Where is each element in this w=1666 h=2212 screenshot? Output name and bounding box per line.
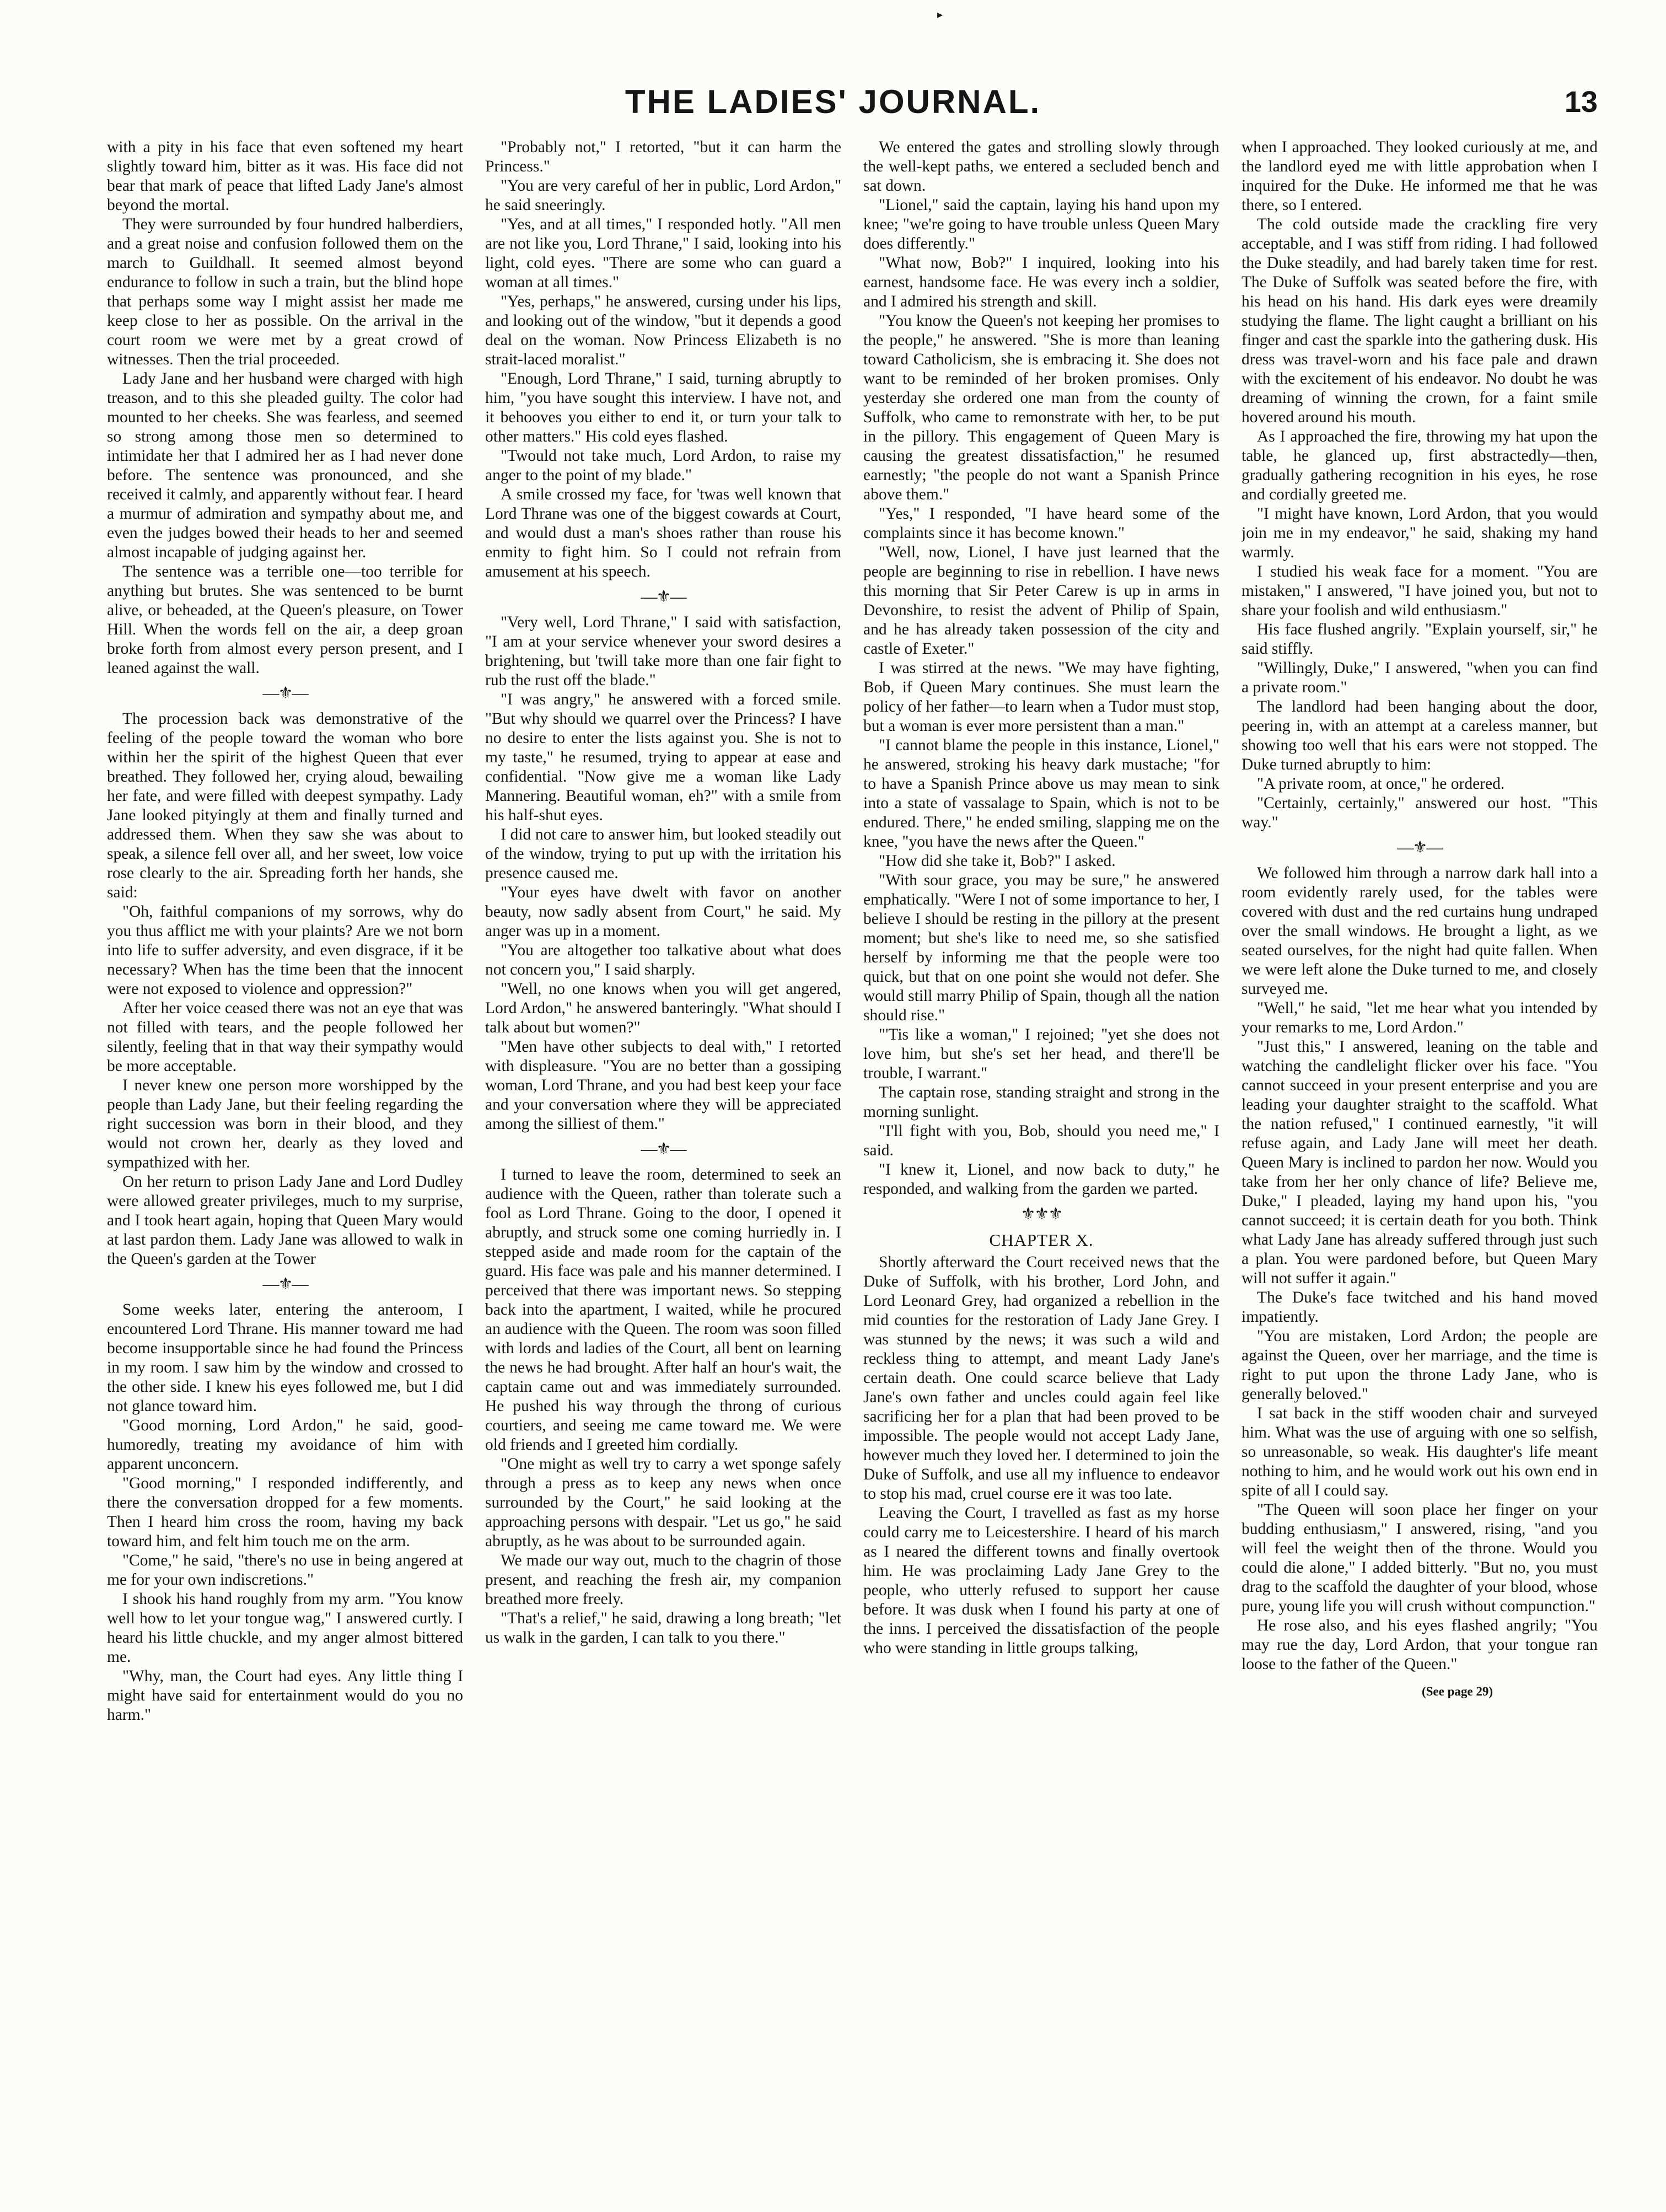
paragraph: "Oh, faithful companions of my sorrows, why do you thus afflict me with your plaints? Are we not born into life to suffer adversity, and even disgrace, if it be necessary? When has the time been that the innocent were not exposed to violence and oppression?" — [107, 903, 463, 998]
section-ornament: —⚜— — [262, 684, 308, 702]
continued-note: (See page 29) — [1421, 1684, 1493, 1698]
paragraph: "Enough, Lord Thrane," I said, turning abruptly to him, "you have sought this interview. I have not, and it behooves you either to end it, or turn your talk to other matters." His cold eyes flashed. — [485, 370, 841, 445]
paragraph: "Good morning," I responded indifferently, and there the conversation dropped for a few moments. Then I heard him cross the room, having my back toward him, and felt him touch me on the arm. — [107, 1474, 463, 1550]
paragraph: "Why, man, the Court had eyes. Any little thing I might have said for entertainment would do you no harm." — [107, 1667, 463, 1724]
paragraph: We followed him through a narrow dark hall into a room evidently rarely used, for the tables were covered with dust and the red curtains hung undraped over the small windows. He brought a light, as we seated ourselves, for the night had quite fallen. When we were left alone the Duke turned to me, and closely surveyed me. — [1242, 864, 1598, 998]
paragraph: I sat back in the stiff wooden chair and surveyed him. What was the use of arguing with one so selfish, so unreasonable, so weak. His daughter's life meant nothing to him, and he would work out his own end in spite of all I could say. — [1242, 1404, 1598, 1499]
paragraph: After her voice ceased there was not an eye that was not filled with tears, and the people followed her silently, feeling that in that way their sympathy would be more acceptable. — [107, 999, 463, 1075]
paragraph: "One might as well try to carry a wet sponge safely through a press as to keep any news when once surrounded by the Court," he said looking at the approaching persons with despair. "Let us go," he said abruptly, as he was about to be surrounded again. — [485, 1455, 841, 1550]
paragraph: "Just this," I answered, leaning on the table and watching the candlelight flicker over his face. "You cannot succeed in your present enterprise and you are leading your daughter straight to the scaffold. What the nation refused," I continued earnestly, "it will refuse again, and Lady Jane will meet her death. Queen Mary is inclined to pardon her now. Would you take from her her only chance of life? Believe me, Duke," I pleaded, laying my hand upon his, "you cannot succeed; it is certain death for you both. Think what Lady Jane has already suffered through just such a plan. You were pardoned before, but Queen Mary will not suffer it again." — [1242, 1038, 1598, 1287]
journal-title: THE LADIES' JOURNAL. — [625, 83, 1041, 120]
text-column-4 — [1242, 138, 1598, 2188]
paragraph: I was stirred at the news. "We may have fighting, Bob, if Queen Mary continues. She must learn the policy of her father—to learn when a Tudor must stop, but a woman is ever more persistent than a man." — [863, 659, 1219, 735]
paragraph: The captain rose, standing straight and strong in the morning sunlight. — [863, 1084, 1219, 1121]
paragraph: "Probably not," I retorted, "but it can harm the Princess." — [485, 138, 841, 175]
paragraph: The landlord had been hanging about the door, peering in, with an attempt at a careless manner, but showing too well that his ears were not stopped. The Duke turned abruptly to him: — [1242, 698, 1598, 773]
paragraph: "You are altogether too talkative about what does not concern you," I said sharply. — [485, 941, 841, 978]
paragraph: I studied his weak face for a moment. "You are mistaken," I answered, "I have joined you, but not to share your foolish and wild enthusiasm." — [1242, 563, 1598, 619]
paragraph: "You are mistaken, Lord Ardon; the people are against the Queen, over her marriage, and the time is right to put upon the throne Lady Jane, who is generally beloved." — [1242, 1327, 1598, 1403]
paragraph: "Good morning, Lord Ardon," he said, good-humoredly, treating my avoidance of him with apparent unconcern. — [107, 1417, 463, 1473]
paragraph: We made our way out, much to the chagrin of those present, and reaching the fresh air, my companion breathed more freely. — [485, 1552, 841, 1608]
section-ornament: —⚜— — [641, 1140, 686, 1158]
paragraph: "Twould not take much, Lord Ardon, to raise my anger to the point of my blade." — [485, 447, 841, 484]
paragraph: "Come," he said, "there's no use in being angered at me for your own indiscretions." — [107, 1552, 463, 1589]
paragraph: "How did she take it, Bob?" I asked. — [879, 852, 1116, 870]
text-column-3 — [863, 138, 1219, 2188]
paragraph: "I'll fight with you, Bob, should you need me," I said. — [863, 1122, 1219, 1159]
paragraph: "Certainly, certainly," answered our host. "This way." — [1242, 794, 1598, 831]
paragraph: I never knew one person more worshipped by the people than Lady Jane, but their feeling regarding the right succession was born in their blood, and they would not crown her, dearly as they loved and sympathized with her. — [107, 1077, 463, 1171]
paragraph: He rose also, and his eyes flashed angrily; "You may rue the day, Lord Ardon, that your tongue ran loose to the father of the Queen." — [1242, 1617, 1598, 1673]
paragraph: I did not care to answer him, but looked steadily out of the window, trying to put up with the irritation his presence caused me. — [485, 826, 841, 882]
section-ornament: —⚜— — [262, 1275, 308, 1293]
page-top-mark: ▸ — [937, 9, 943, 21]
paragraph: "Well, no one knows when you will get angered, Lord Ardon," he answered banteringly. "What should I talk about but women?" — [485, 980, 841, 1036]
paragraph: The sentence was a terrible one—too terrible for anything but brutes. She was sentenced to be burnt alive, or beheaded, at the Queen's pleasure, on Tower Hill. When the words fell on the air, a deep groan broke forth from almost every person present, and I leaned against the wall. — [107, 563, 463, 677]
paragraph: "Your eyes have dwelt with favor on another beauty, now sadly absent from Court," he said. My anger was up in a moment. — [485, 884, 841, 940]
paragraph: They were surrounded by four hundred halberdiers, and a great noise and confusion followed them on the march to Guildhall. It seemed almost beyond endurance to follow in such a train, but the blind hope that perhaps some way I might assist her made me keep close to her as possible. On the arrival in the court room we were met by a great crowd of witnesses. Then the trial proceeded. — [107, 216, 463, 368]
text-column-1 — [107, 138, 463, 2188]
paragraph: "Yes, perhaps," he answered, cursing under his lips, and looking out of the window, "but it depends a good deal on the woman. Now Princess Elizabeth is no strait-laced moralist." — [485, 293, 841, 368]
paragraph: A smile crossed my face, for 'twas well known that Lord Thrane was one of the biggest cowards at Court, and would dust a man's shoes rather than rouse his enmity to fight him. So I could not refrain from amusement at his speech. — [485, 486, 841, 580]
section-ornament: —⚜— — [1397, 838, 1442, 857]
page-number: 13 — [1564, 85, 1598, 119]
masthead — [0, 83, 1666, 127]
paragraph: "I knew it, Lionel, and now back to duty," he responded, and walking from the garden we parted. — [863, 1161, 1219, 1198]
paragraph: We entered the gates and strolling slowly through the well-kept paths, we entered a secluded bench and sat down. — [863, 138, 1219, 195]
paragraph: "Well," he said, "let me hear what you intended by your remarks to me, Lord Ardon." — [1242, 999, 1598, 1036]
paragraph: I turned to leave the room, determined to seek an audience with the Queen, rather than tolerate such a fool as Lord Thrane. Going to the door, I opened it abruptly, and struck some one coming hurriedly in. I stepped aside and made room for the captain of the guard. His face was pale and his manner determined. I perceived that there was important news. So stepping back into the apartment, I waited, while he procured an audience with the Queen. The room was soon filled with lords and ladies of the Court, all bent on learning the news he had brought. After half an hour's wait, the captain came out and was immediately surrounded. He pushed his way through the throng of curious courtiers, and seeing me came toward me. We were old friends and I greeted him cordially. — [485, 1166, 841, 1454]
paragraph: "Willingly, Duke," I answered, "when you can find a private room." — [1242, 659, 1598, 696]
chapter-ornament: ⚜⚜⚜ — [1020, 1205, 1062, 1223]
chapter-heading: CHAPTER X. — [989, 1230, 1094, 1250]
paragraph: "I was angry," he answered with a forced smile. "But why should we quarrel over the Princess? I have no desire to enter the lists against you. She is not to my taste," he resumed, trying to appear at ease and confidential. "Now give me a woman like Lady Mannering. Beautiful woman, eh?" with a smile from his half-shut eyes. — [485, 691, 841, 824]
paragraph: The Duke's face twitched and his hand moved impatiently. — [1242, 1289, 1598, 1326]
paragraph: with a pity in his face that even softened my heart slightly toward him, bitter as it was. His face did not bear that mark of peace that lifted Lady Jane's almost beyond the mortal. — [107, 138, 463, 214]
paragraph: "Men have other subjects to deal with," I retorted with displeasure. "You are no better than a gossiping woman, Lord Thrane, and you had best keep your face and your conversation where they will be appreciated among the silliest of them." — [485, 1038, 841, 1133]
paragraph: On her return to prison Lady Jane and Lord Dudley were allowed greater privileges, much to my surprise, and I took heart again, hoping that Queen Mary would at last pardon them. Lady Jane was allowed to walk in the Queen's garden at the Tower — [107, 1173, 463, 1268]
paragraph: I shook his hand roughly from my arm. "You know well how to let your tongue wag," I answered curtly. I heard his little chuckle, and my anger almost bittered me. — [107, 1590, 463, 1666]
paragraph: "That's a relief," he said, drawing a long breath; "let us walk in the garden, I can talk to you there." — [485, 1610, 841, 1646]
section-ornament: —⚜— — [641, 588, 686, 606]
paragraph: "I might have known, Lord Ardon, that you would join me in my endeavor," he said, shaking my hand warmly. — [1242, 505, 1598, 561]
paragraph: "'Tis like a woman," I rejoined; "yet she does not love him, but she's set her head, and there'll be trouble, I warrant." — [863, 1026, 1219, 1082]
paragraph: Lady Jane and her husband were charged with high treason, and to this she pleaded guilty. The color had mounted to her cheeks. She was fearless, and seemed so strong among those men so determined to intimidate her that I admired her as I had never done before. The sentence was pronounced, and she received it calmly, and apparently without fear. I heard a murmur of admiration and sympathy about me, and even the judges bowed their heads to her and seemed almost incapable of judging against her. — [107, 370, 463, 561]
paragraph: "Yes, and at all times," I responded hotly. "All men are not like you, Lord Thrane," I said, looking into his light, cold eyes. "There are some who can guard a woman at all times." — [485, 216, 841, 291]
paragraph: "You are very careful of her in public, Lord Ardon," he said sneeringly. — [485, 177, 841, 214]
paragraph: The procession back was demonstrative of the feeling of the people toward the woman who bore within her the spirit of the highest Queen that ever breathed. They followed her, crying aloud, bewailing her fate, and were filled with deepest sympathy. Lady Jane looked pityingly at them and finally turned and addressed them. When they saw she was about to speak, a silence fell over all, and her sweet, low voice rose clearly to the air. Spreading forth her hands, she said: — [107, 710, 463, 901]
paragraph: when I approached. They looked curiously at me, and the landlord eyed me with little approbation when I inquired for the Duke. He informed me that he was there, so I entered. — [1242, 138, 1598, 214]
paragraph: Shortly afterward the Court received news that the Duke of Suffolk, with his brother, Lord John, and Lord Leonard Grey, had organized a rebellion in the mid counties for the restoration of Lady Jane Grey. I was stunned by the news; it was such a wild and reckless thing to attempt, and meant Lady Jane's certain death. One could scarce believe that Lady Jane's own father and uncles could again feel like sacrificing her for a plan that had been proved to be impossible. The people would not accept Lady Jane, however much they loved her. I determined to join the Duke of Suffolk, and use all my influence to endeavor to stop his mad, cruel course ere it was too late. — [863, 1253, 1219, 1503]
paragraph: "Well, now, Lionel, I have just learned that the people are beginning to rise in rebellion. I have news this morning that Sir Peter Carew is up in arms in Devonshire, to resist the advent of Philip of Spain, and he has already taken possession of the city and castle of Exeter." — [863, 543, 1219, 658]
paragraph: "The Queen will soon place her finger on your budding enthusiasm," I answered, rising, "and you will feel the weight then of the throne. Would you could die alone," I added bitterly. "But no, you must drag to the scaffold the daughter of your blood, whose pure, young life you will crush without compunction." — [1242, 1501, 1598, 1615]
paragraph: "A private room, at once," he ordered. — [1257, 775, 1505, 793]
paragraph: "With sour grace, you may be sure," he answered emphatically. "Were I not of some importance to her, I believe I should be resting in the pillory at the present moment; but she's like to need me, so she satisfied herself by informing me that the people were too quick, but that on one point she would not defer. She would still marry Philip of Spain, though all the nation should rise." — [863, 871, 1219, 1024]
paragraph: "Yes," I responded, "I have heard some of the complaints since it has become known." — [863, 505, 1219, 542]
paragraph: "Lionel," said the captain, laying his hand upon my knee; "we're going to have trouble unless Queen Mary does differently." — [863, 196, 1219, 252]
paragraph: Leaving the Court, I travelled as fast as my horse could carry me to Leicestershire. I heard of his march as I neared the different towns and finally overtook him. He was proclaiming Lady Jane Grey to the people, who utterly refused to support her cause before. It was dusk when I found his party at one of the inns. I perceived the dissatisfaction of the people who were standing in little groups talking, — [863, 1504, 1219, 1657]
paragraph: His face flushed angrily. "Explain yourself, sir," he said stiffly. — [1242, 621, 1598, 658]
paragraph: As I approached the fire, throwing my hat upon the table, he glanced up, first abstractedly—then, gradually gathering recognition in his eyes, he rose and cordially greeted me. — [1242, 428, 1598, 503]
text-column-2 — [485, 138, 841, 2188]
paragraph: "You know the Queen's not keeping her promises to the people," he answered. "She is more than leaning toward Catholicism, she is embracing it. She does not want to be reminded of her broken promises. Only yesterday she ordered one man from the county of Suffolk, who came to remonstrate with her, to be put in the pillory. This engagement of Queen Mary is causing the greatest dissatisfaction," he resumed earnestly; "the people do not want a Spanish Prince above them." — [863, 312, 1219, 503]
paragraph: The cold outside made the crackling fire very acceptable, and I was stiff from riding. I had followed the Duke steadily, and had barely taken time for rest. The Duke of Suffolk was seated before the fire, with his head on his hand. His dark eyes were dreamily studying the flame. The light caught a brilliant on his finger and cast the sparkle into the gathering dusk. His dress was travel-worn and his face pale and drawn with the excitement of his endeavor. No doubt he was dreaming of winning the crown, for a faint smile hovered around his mouth. — [1242, 216, 1598, 426]
paragraph: Some weeks later, entering the anteroom, I encountered Lord Thrane. His manner toward me had become insupportable since he had found the Princess in my room. I saw him by the window and crossed to the other side. I knew his eyes followed me, but I did not glance toward him. — [107, 1301, 463, 1415]
paragraph: "I cannot blame the people in this instance, Lionel," he answered, stroking his heavy dark mustache; "for to have a Spanish Prince above us may mean to sink into a state of vassalage to Spain, which is not to be endured. There," he ended smiling, slapping me on the knee, "you have the news after the Queen." — [863, 736, 1219, 851]
paragraph: "What now, Bob?" I inquired, looking into his earnest, handsome face. He was every inch a soldier, and I admired his strength and skill. — [863, 254, 1219, 310]
paragraph: "Very well, Lord Thrane," I said with satisfaction, "I am at your service whenever your sword desires a brightening, but 'twill take more than one fair fight to rub the rust off the blade." — [485, 613, 841, 689]
